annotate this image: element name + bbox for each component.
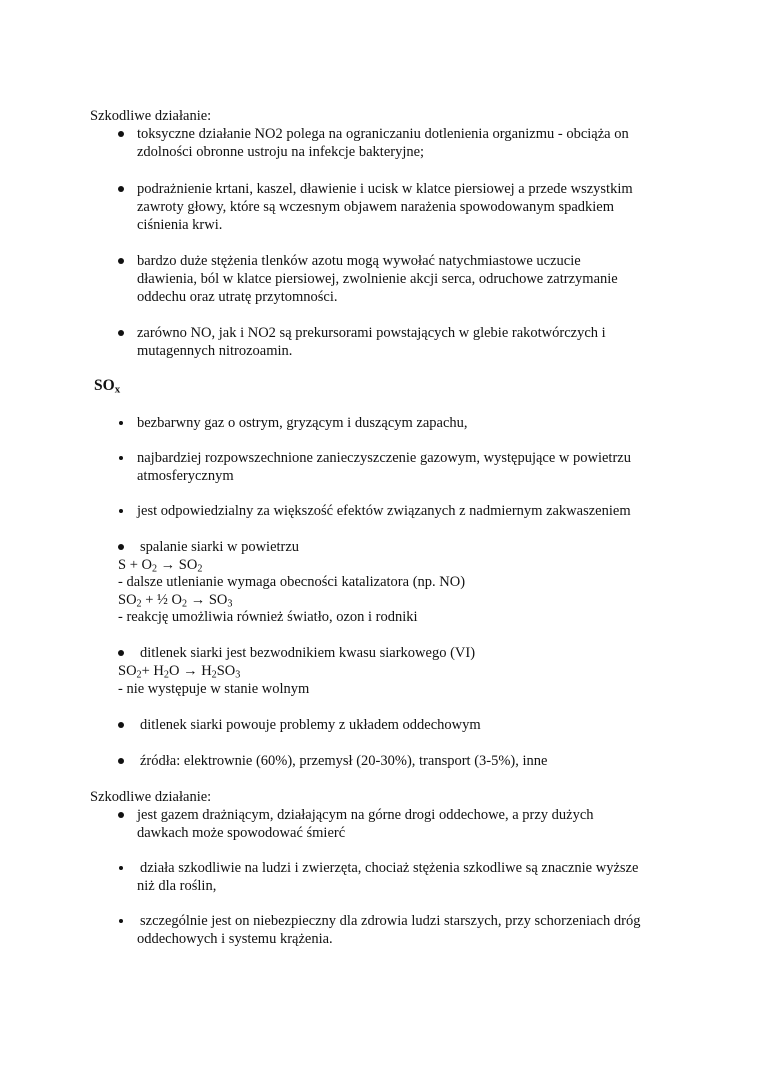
list-item-line: ditlenek siarki powouje problemy z układem oddechowym [140, 717, 481, 733]
list-item-line: bardzo duże stężenia tlenków azotu mogą wywołać natychmiastowe uczucie [137, 253, 581, 269]
bullet-icon [118, 812, 124, 818]
bullet-icon [119, 456, 123, 460]
list-item-line: działa szkodliwie na ludzi i zwierzęta, chociaż stężenia szkodliwe są znacznie wyższe [140, 860, 639, 876]
equation-note: - reakcję umożliwia również światło, ozon i rodniki [118, 609, 418, 625]
bullet-icon [118, 131, 124, 137]
list-item-line: jest odpowiedzialny za większość efektów związanych z nadmiernym zakwaszeniem [137, 503, 631, 519]
list-item-line: bezbarwny gaz o ostrym, gryzącym i duszącym zapachu, [137, 415, 468, 431]
chemical-equation: $S + O_2 \to SO_2$ [118, 557, 203, 575]
bullet-icon [119, 509, 123, 513]
section-title: Szkodliwe działanie: [90, 108, 212, 124]
list-item-line: podrażnienie krtani, kaszel, dławienie i ucisk w klatce piersiowej a przede wszystkim [137, 181, 633, 197]
list-item-line: szczególnie jest on niebezpieczny dla zdrowia ludzi starszych, przy schorzeniach dróg [140, 913, 641, 929]
bullet-icon [118, 186, 124, 192]
bullet-icon [118, 330, 124, 336]
bullet-icon [118, 650, 124, 656]
equation-note: - dalsze utlenianie wymaga obecności katalizatora (np. NO) [118, 574, 466, 590]
chemical-equation: $SO_2+ H_2O \to H_2SO_3$ [118, 663, 241, 681]
list-item-line: dawkach może spowodować śmierć [137, 825, 346, 841]
bullet-icon [118, 544, 124, 550]
list-item-line: toksyczne działanie NO2 polega na ograniczaniu dotlenienia organizmu - obciąża on [137, 126, 629, 142]
list-item-line: ditlenek siarki jest bezwodnikiem kwasu siarkowego (VI) [140, 645, 476, 661]
list-item-line: niż dla roślin, [137, 878, 217, 894]
bullet-icon [118, 258, 124, 264]
bullet-icon [118, 758, 124, 764]
chemical-equation: $SO_2$ + ½ $O_2 \to SO_3$ [118, 592, 233, 610]
list-item-line: spalanie siarki w powietrzu [140, 539, 300, 555]
equation-note: - nie występuje w stanie wolnym [118, 681, 310, 697]
list-item-line: jest gazem drażniącym, działającym na górne drogi oddechowe, a przy dużych [137, 807, 594, 823]
list-item-line: dławienia, ból w klatce piersiowej, zwolnienie akcji serca, odruchowe zatrzymanie [137, 271, 618, 287]
list-item-line: zawroty głowy, które są wczesnym objawem narażenia spowodowanym spadkiem [137, 199, 615, 215]
bullet-icon [119, 421, 123, 425]
list-item-line: oddechu oraz utratę przytomności. [137, 289, 338, 305]
list-item-line: zdolności obronne ustroju na infekcje bakteryjne; [137, 144, 425, 160]
list-item-line: atmosferycznym [137, 468, 234, 484]
bullet-icon [119, 866, 123, 870]
list-item-line: zarówno NO, jak i NO2 są prekursorami powstających w glebie rakotwórczych i [137, 325, 606, 341]
list-item-line: mutagennych nitrozoamin. [137, 343, 293, 359]
list-item-line: ciśnienia krwi. [137, 217, 223, 233]
list-item-line: najbardziej rozpowszechnione zanieczyszczenie gazowym, występujące w powietrzu [137, 450, 631, 466]
bullet-icon [119, 919, 123, 923]
section-heading-sox: $SO_x$ [94, 377, 121, 396]
list-item-line: oddechowych i systemu krążenia. [137, 931, 333, 947]
bullet-icon [118, 722, 124, 728]
list-item-line: źródła: elektrownie (60%), przemysł (20-30%), transport (3-5%), inne [140, 753, 548, 769]
section-title: Szkodliwe działanie: [90, 789, 212, 805]
